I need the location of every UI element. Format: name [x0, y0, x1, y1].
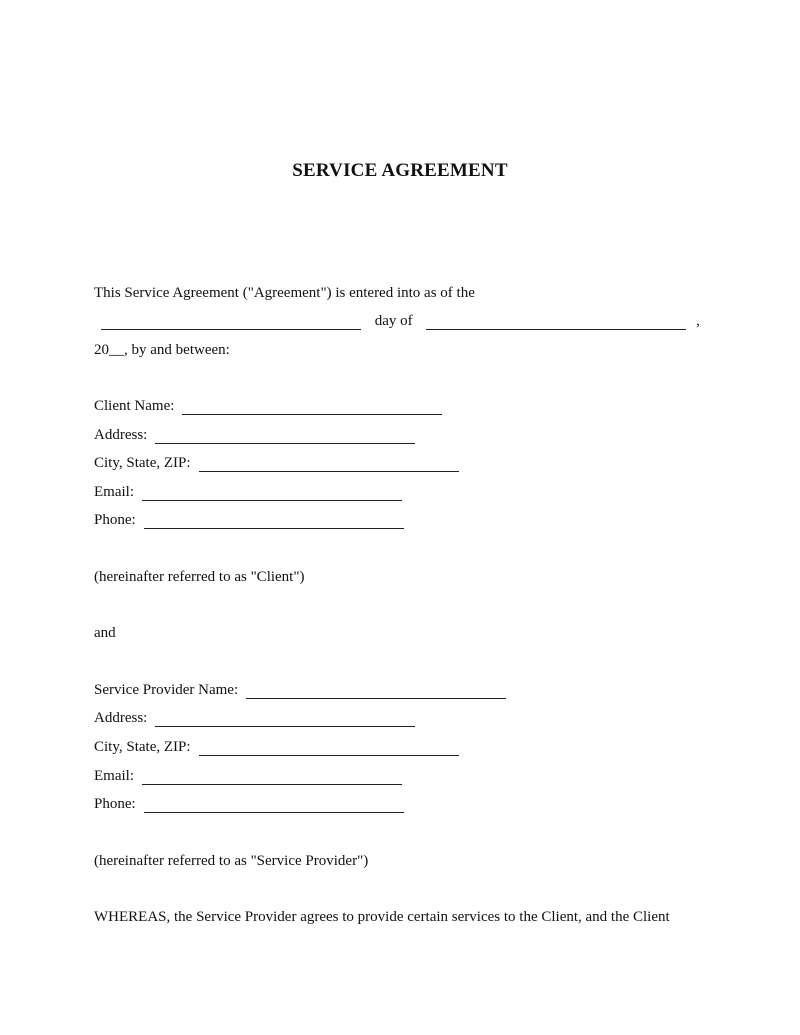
client-email-label: Email:	[94, 484, 134, 500]
provider-city-label: City, State, ZIP:	[94, 739, 191, 755]
provider-email-row	[94, 767, 402, 785]
provider-email-label: Email:	[94, 768, 134, 784]
day-of-label: day of	[374, 313, 413, 329]
provider-address-label: Address:	[94, 710, 148, 726]
client-address-field[interactable]	[155, 429, 415, 444]
intro-line: This Service Agreement ("Agreement") is entered into as of the	[94, 285, 475, 301]
client-phone-label: Phone:	[94, 512, 136, 528]
year-line: 20__, by and between:	[94, 342, 230, 358]
provider-name-label: Service Provider Name:	[94, 682, 239, 698]
client-address-row	[94, 426, 415, 444]
month-field[interactable]	[426, 315, 686, 330]
document-title: SERVICE AGREEMENT	[292, 160, 508, 181]
client-city-label: City, State, ZIP:	[94, 455, 191, 471]
provider-phone-row	[94, 795, 404, 813]
provider-address-field[interactable]	[155, 712, 415, 727]
provider-phone-field[interactable]	[144, 798, 404, 813]
provider-referred-text: (hereinafter referred to as "Service Provider")	[94, 853, 369, 869]
client-phone-field[interactable]	[144, 514, 404, 529]
client-name-field[interactable]	[182, 400, 442, 415]
whereas-text: WHEREAS, the Service Provider agrees to provide certain services to the Client, and the Client	[94, 909, 670, 925]
provider-email-field[interactable]	[142, 770, 402, 785]
day-field[interactable]	[101, 315, 361, 330]
comma-text: ,	[696, 313, 700, 329]
client-email-row	[94, 483, 402, 501]
client-name-row	[94, 397, 442, 415]
client-referred-text: (hereinafter referred to as "Client")	[94, 569, 305, 585]
provider-name-field[interactable]	[246, 684, 506, 699]
client-city-field[interactable]	[199, 457, 459, 472]
date-line	[101, 312, 700, 330]
client-phone-row	[94, 511, 404, 529]
provider-phone-label: Phone:	[94, 796, 136, 812]
provider-city-row	[94, 738, 459, 756]
client-address-label: Address:	[94, 427, 148, 443]
and-text: and	[94, 625, 116, 641]
provider-address-row	[94, 709, 415, 727]
client-name-label: Client Name:	[94, 398, 175, 414]
client-city-row	[94, 454, 459, 472]
client-email-field[interactable]	[142, 486, 402, 501]
provider-name-row	[94, 681, 506, 699]
provider-city-field[interactable]	[199, 741, 459, 756]
